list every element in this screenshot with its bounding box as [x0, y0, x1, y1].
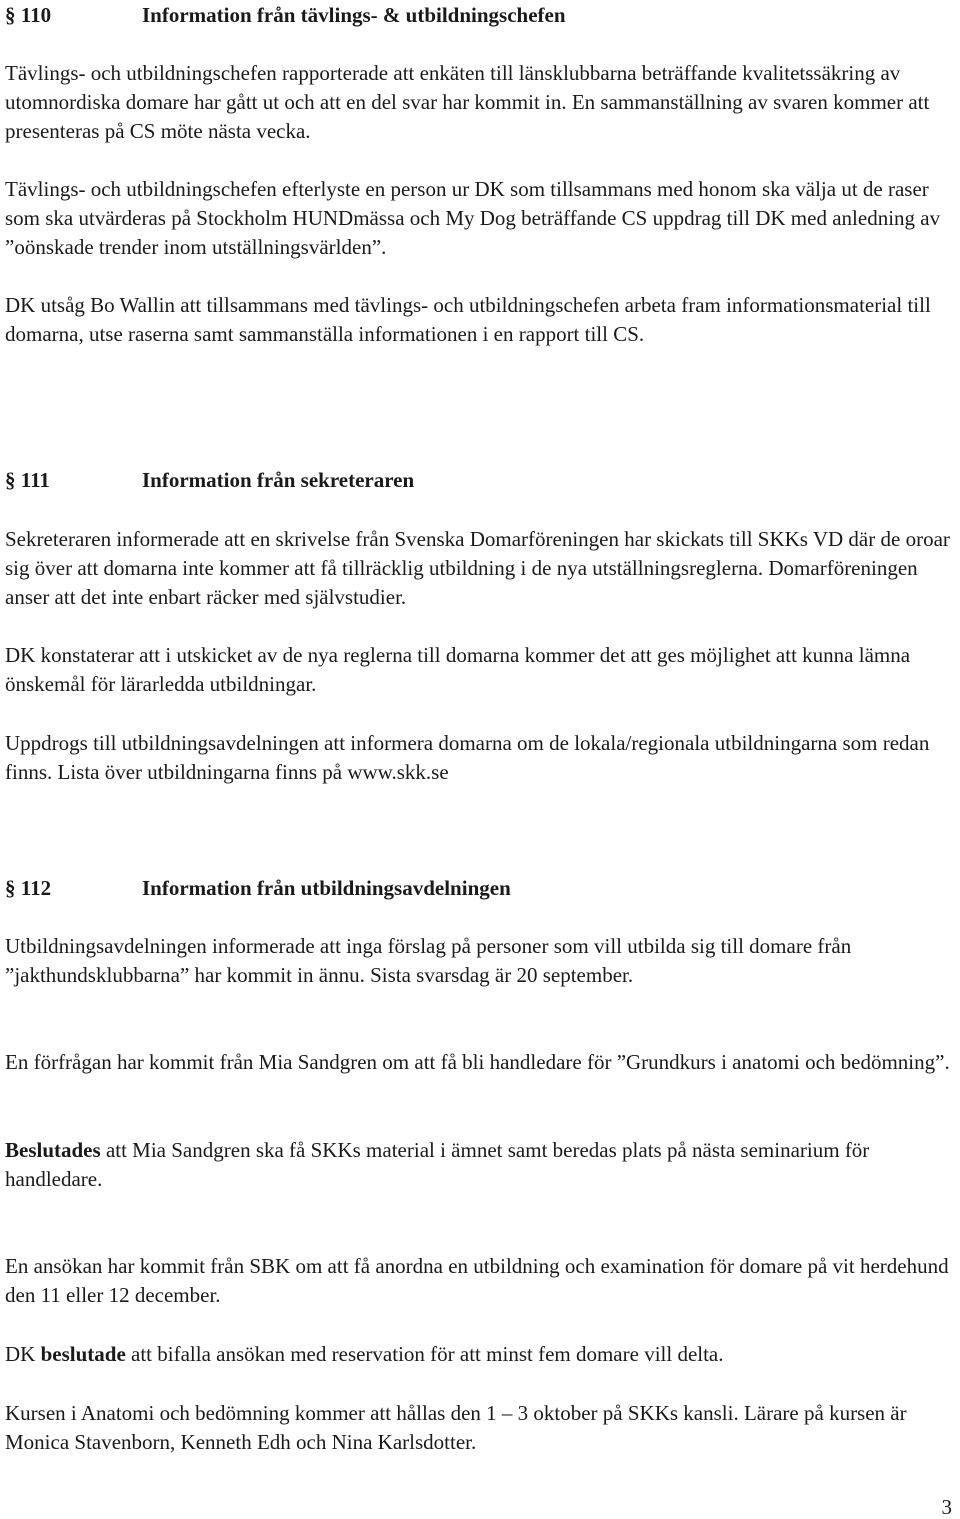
paragraph: DK beslutade att bifalla ansökan med reservation för att minst fem domare vill delta. — [5, 1342, 724, 1366]
section-title: Information från sekreteraren — [142, 468, 415, 492]
paragraph: Uppdrogs till utbildningsavdelningen att informera domarna om de lokala/regionala utbildningarna som redan finns. Lista över utbildningarna finns på www.skk.se — [5, 731, 930, 785]
paragraph: DK utsåg Bo Wallin att tillsammans med tävlings- och utbildningschefen arbeta fram informationsmaterial till domarna, utse raserna samt sammanställa informationen i en rapport till CS. — [5, 293, 931, 347]
section-number: § 111 — [5, 468, 50, 492]
paragraph: Tävlings- och utbildningschefen rapporterade att enkäten till länsklubbarna beträffande kvalitetssäkring av utomnordiska domare har gått ut och att en del svar har kommit in. En sammanställning av svaren kommer att presenteras på CS möte nästa vecka. — [5, 61, 930, 144]
paragraph: En ansökan har kommit från SBK om att få anordna en utbildning och examination för domare på vit herdehund den 11 eller 12 december. — [5, 1254, 949, 1308]
paragraph: DK konstaterar att i utskicket av de nya reglerna till domarna kommer det att ges möjlighet att kunna lämna önskemål för lärarledda utbildningar. — [5, 643, 911, 697]
section-heading-111 — [5, 466, 414, 495]
paragraph: Kursen i Anatomi och bedömning kommer att hållas den 1 – 3 oktober på SKKs kansli. Lärare på kursen är Monica Stavenborn, Kenneth Edh och Nina Karlsdotter. — [5, 1401, 907, 1455]
section-heading-110 — [5, 1, 566, 30]
section-title: Information från tävlings- & utbildningschefen — [142, 3, 566, 27]
page-number: 3 — [941, 1495, 952, 1519]
paragraph: Tävlings- och utbildningschefen efterlyste en person ur DK som tillsammans med honom ska välja ut de raser som ska utvärderas på Stockholm HUNDmässa och My Dog beträffande CS uppdrag till DK med anledning av ”oönskade trender inom utställningsvärlden”. — [5, 177, 941, 260]
section-title: Information från utbildningsavdelningen — [142, 876, 511, 900]
decision-keyword: Beslutades — [5, 1138, 101, 1162]
section-heading-112 — [5, 874, 511, 903]
section-number: § 110 — [5, 3, 52, 27]
paragraph: Sekreteraren informerade att en skrivelse från Svenska Domarföreningen har skickats till SKKs VD där de oroar sig över att domarna inte kommer att få tillräcklig utbildning i de nya utställningsreglerna. Domarföreningen anser att det inte enbart räcker med självstudier. — [5, 527, 950, 610]
paragraph: Beslutades att Mia Sandgren ska få SKKs material i ämnet samt beredas plats på nästa seminarium för handledare. — [5, 1138, 870, 1192]
paragraph: En förfrågan har kommit från Mia Sandgren om att få bli handledare för ”Grundkurs i anatomi och bedömning”. — [5, 1050, 950, 1074]
decision-keyword: beslutade — [40, 1342, 126, 1366]
section-number: § 112 — [5, 876, 52, 900]
paragraph: Utbildningsavdelningen informerade att inga förslag på personer som vill utbilda sig till domare från ”jakthundsklubbarna” har kommit in ännu. Sista svarsdag är 20 september. — [5, 934, 852, 988]
